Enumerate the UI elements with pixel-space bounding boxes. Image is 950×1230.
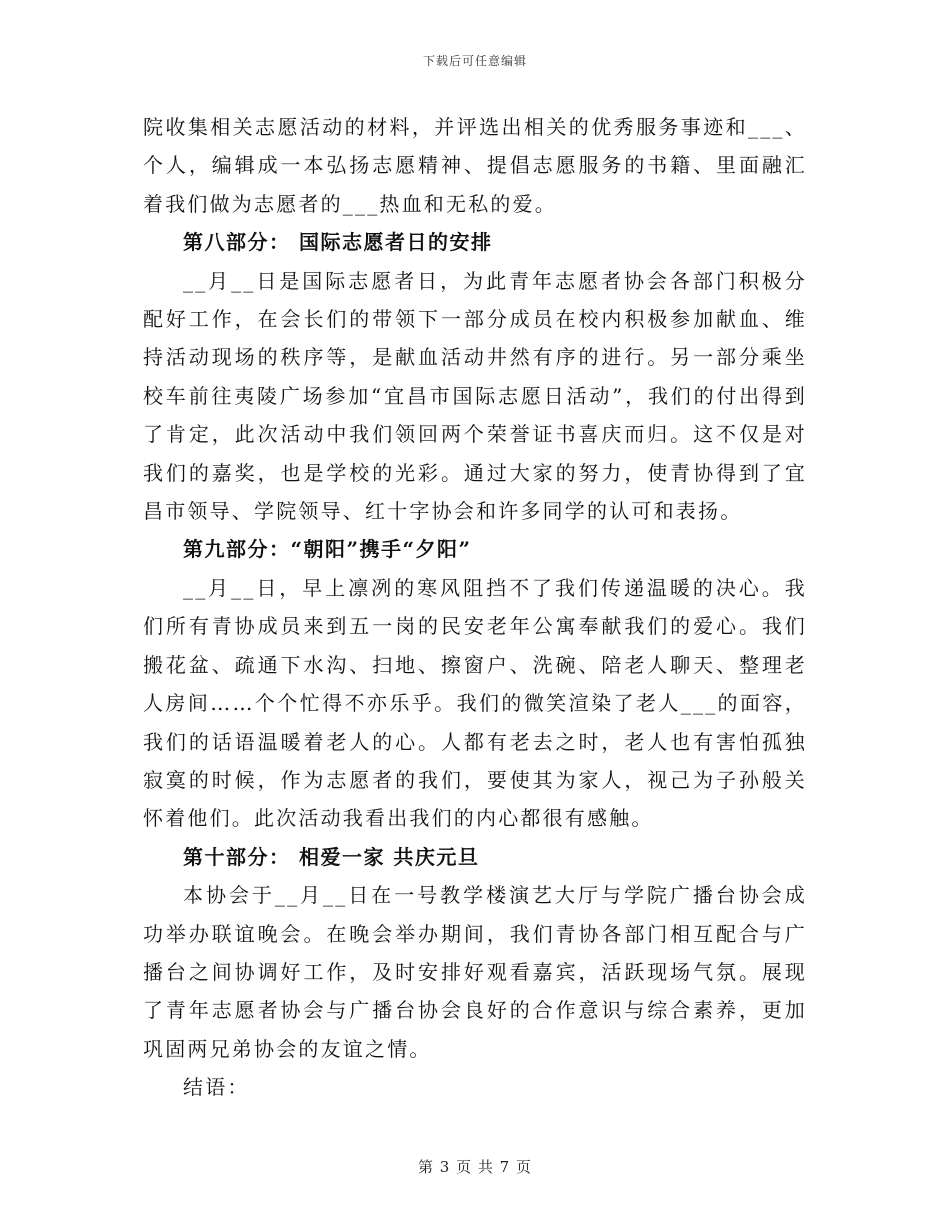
paragraph-section-10: 本协会于__月__日在一号教学楼演艺大厅与学院广播台协会成功举办联谊晚会。在晚会举办期间，我们青协各部门相互配合与广播台之间协调好工作，及时安排好观看嘉宾，活跃现场气氛。展现了青年志愿者协会与广播台协会良好的合作意识与综合素养，更加巩固两兄弟协会的友谊之情。 [143,883,807,1061]
page-header-note: 下载后可任意编辑 [422,54,527,68]
document-body [143,108,807,1107]
section-heading-10: 第十部分： 相爱一家 共庆元旦 [183,844,480,869]
section-heading-9: 第九部分：“朝阳”携手“夕阳” [183,537,472,562]
closing-label: 结语： [183,1075,250,1100]
section-heading-8: 第八部分： 国际志愿者日的安排 [183,230,493,255]
paragraph-section-9: __月__日，早上凛冽的寒风阻挡不了我们传递温暖的决心。我们所有青协成员来到五一岗的民安老年公寓奉献我们的爱心。我们搬花盆、疏通下水沟、扫地、擦窗户、洗碗、陪老人聊天、整理老人房间……个个忙得不亦乐乎。我们的微笑渲染了老人___的面容，我们的话语温暖着老人的心。人都有老去之时，老人也有害怕孤独寂寞的时候，作为志愿者的我们，要使其为家人，视己为子孙般关怀着他们。此次活动我看出我们的内心都很有感触。 [143,575,807,831]
paragraph-intro-continued: 院收集相关志愿活动的材料，并评选出相关的优秀服务事迹和___、个人，编辑成一本弘扬志愿精神、提倡志愿服务的书籍、里面融汇着我们做为志愿者的___热血和无私的爱。 [143,115,807,216]
paragraph-section-8: __月__日是国际志愿者日，为此青年志愿者协会各部门积极分配好工作，在会长们的带领下一部分成员在校内积极参加献血、维持活动现场的秩序等，是献血活动井然有序的进行。另一部分乘坐校车前往夷陵广场参加“宜昌市国际志愿日活动”，我们的付出得到了肯定，此次活动中我们领回两个荣誉证书喜庆而归。这不仅是对我们的嘉奖，也是学校的光彩。通过大家的努力，使青协得到了宜昌市领导、学院领导、红十字协会和许多同学的认可和表扬。 [143,268,807,524]
page-number: 第 3 页 共 7 页 [418,1158,532,1176]
